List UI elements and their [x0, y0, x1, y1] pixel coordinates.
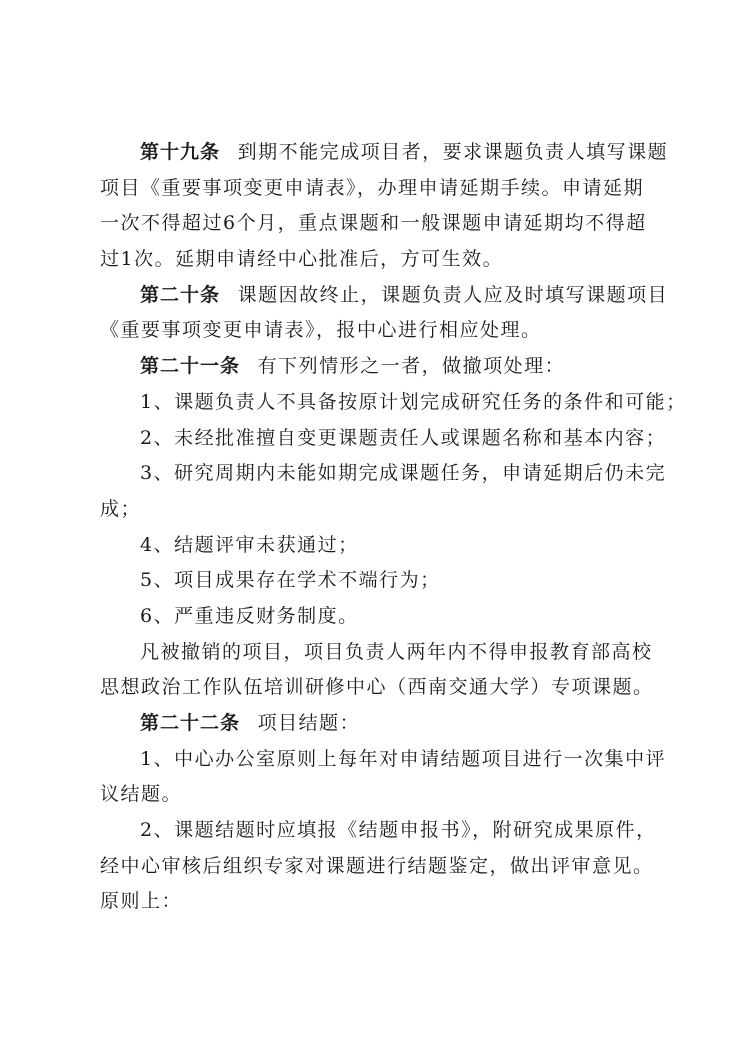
article-19-line-1: [140, 140, 668, 164]
article-21-heading: 第二十一条: [140, 355, 241, 377]
article-21-line-1: [140, 354, 565, 378]
article-21-item-1: 1、课题负责人不具备按原计划完成研究任务的条件和可能；: [140, 391, 687, 413]
article-21-note-line-1: 凡被撤销的项目，项目负责人两年内不得申报教育部高校: [140, 641, 653, 663]
article-19-text: 到期不能完成项目者，要求课题负责人填写课题: [237, 141, 669, 163]
article-22-line-1: [140, 711, 360, 735]
article-22-text: 项目结题：: [257, 712, 361, 734]
article-22-item-2-line-1: 2、课题结题时应填报《结题申报书》，附研究成果原件，: [140, 819, 657, 841]
article-21-note-line-2: 思想政治工作队伍培训研修中心（西南交通大学）专项课题。: [100, 676, 654, 698]
article-21-item-3-cont: 成；: [100, 498, 142, 520]
article-21-item-3: 3、研究周期内未能如期完成课题任务，申请延期后仍未完: [140, 462, 667, 484]
article-19-line-2: 项目《重要事项变更申请表》，办理申请延期手续。申请延期: [100, 177, 645, 199]
article-21-item-4: 4、结题评审未获通过；: [140, 534, 359, 556]
article-21-item-6: 6、严重违反财务制度。: [140, 605, 359, 627]
article-21-item-2: 2、未经批准擅自变更课题责任人或课题名称和基本内容；: [140, 427, 667, 449]
article-20-line-1: [140, 283, 668, 307]
article-22-item-1-line-1: 1、中心办公室原则上每年对申请结题项目进行一次集中评: [140, 748, 667, 770]
article-19-line-4: 过1次。延期申请经中心批准后，方可生效。: [100, 248, 504, 270]
article-19-line-3: 一次不得超过6个月，重点课题和一般课题申请延期均不得超: [100, 212, 647, 234]
article-19-heading: 第十九条: [140, 141, 221, 163]
article-20-text: 课题因故终止，课题负责人应及时填写课题项目: [237, 284, 669, 306]
article-21-text: 有下列情形之一者，做撤项处理：: [257, 355, 566, 377]
article-22-heading: 第二十二条: [140, 712, 241, 734]
article-20-heading: 第二十条: [140, 284, 221, 306]
article-22-item-2-line-2: 经中心审核后组织专家对课题进行结题鉴定，做出评审意见。: [100, 855, 654, 877]
article-20-line-2: 《重要事项变更申请表》，报中心进行相应处理。: [100, 319, 542, 341]
article-22-item-1-line-2: 议结题。: [100, 783, 183, 805]
article-21-item-5: 5、项目成果存在学术不端行为；: [140, 569, 441, 591]
article-22-item-2-line-3: 原则上：: [100, 890, 183, 912]
